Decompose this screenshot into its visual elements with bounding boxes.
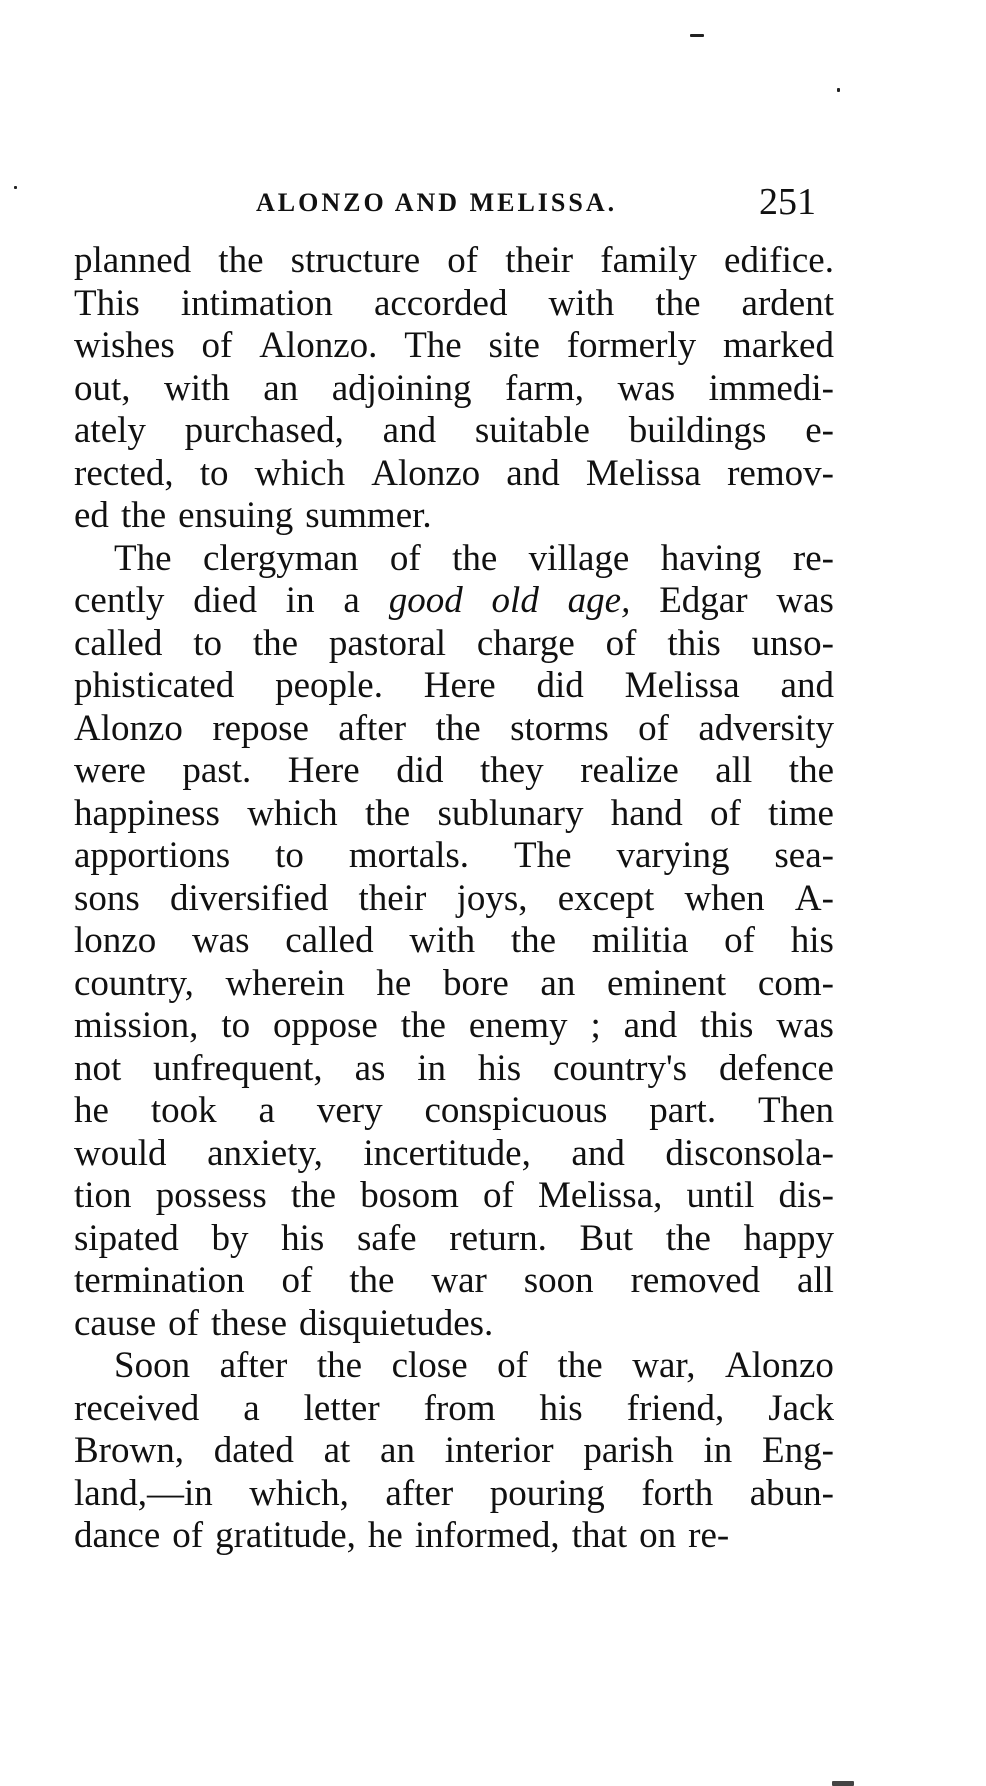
scan-speck <box>14 186 17 189</box>
text-line: ately purchased, and suitable buildings e- <box>74 410 834 451</box>
text-line: Alonzo repose after the storms of adversity <box>74 707 834 749</box>
text-line: were past. Here did they realize all the <box>74 750 834 791</box>
text-line: not unfrequent, as in his country's defence <box>74 1047 834 1089</box>
running-title: ALONZO AND MELISSA. <box>256 188 618 217</box>
text-line: sons diversified their joys, except when A- <box>74 877 834 919</box>
text-line: Soon after the close of the war, Alonzo <box>114 1345 834 1386</box>
text-line: phisticated people. Here did Melissa and <box>74 665 834 706</box>
page-number: 251 <box>759 181 816 223</box>
text-line: land,—in which, after pouring forth abun- <box>74 1472 834 1514</box>
text-line: apportions to mortals. The varying sea- <box>74 835 834 876</box>
text-line: termination of the war soon removed all <box>74 1260 834 1301</box>
text-line: sipated by his safe return. But the happy <box>74 1217 834 1259</box>
running-head <box>256 180 816 230</box>
text-line: rected, to which Alonzo and Melissa remov- <box>74 452 834 494</box>
text-line: tion possess the bosom of Melissa, until dis- <box>74 1175 834 1216</box>
text-line: mission, to oppose the enemy ; and this was <box>74 1005 834 1046</box>
text-line: happiness which the sublunary hand of time <box>74 792 834 834</box>
text-line: lonzo was called with the militia of his <box>74 920 834 961</box>
text-line: ed the ensuing summer. <box>74 495 432 536</box>
text-line: This intimation accorded with the ardent <box>74 282 834 324</box>
text-line: he took a very conspicuous part. Then <box>74 1090 834 1131</box>
text-line: wishes of Alonzo. The site formerly marked <box>74 325 834 366</box>
scan-speck <box>837 88 840 92</box>
text-line: out, with an adjoining farm, was immedi- <box>74 367 834 409</box>
text-line: received a letter from his friend, Jack <box>74 1387 834 1429</box>
text-line: cause of these disquietudes. <box>74 1302 494 1344</box>
text-line: called to the pastoral charge of this unso- <box>74 622 834 664</box>
body-text <box>74 240 834 1558</box>
text-line: Brown, dated at an interior parish in Eng- <box>74 1430 834 1471</box>
scan-speck <box>690 34 704 37</box>
text-line: country, wherein he bore an eminent com- <box>74 962 834 1004</box>
text-line: cently died in a good old age, Edgar was <box>74 580 834 621</box>
text-line: planned the structure of their family edifice. <box>74 240 834 281</box>
text-line: The clergyman of the village having re- <box>114 537 834 579</box>
text-line: would anxiety, incertitude, and disconsola- <box>74 1132 834 1174</box>
scan-speck <box>832 1781 854 1786</box>
text-line: dance of gratitude, he informed, that on re- <box>74 1515 730 1556</box>
